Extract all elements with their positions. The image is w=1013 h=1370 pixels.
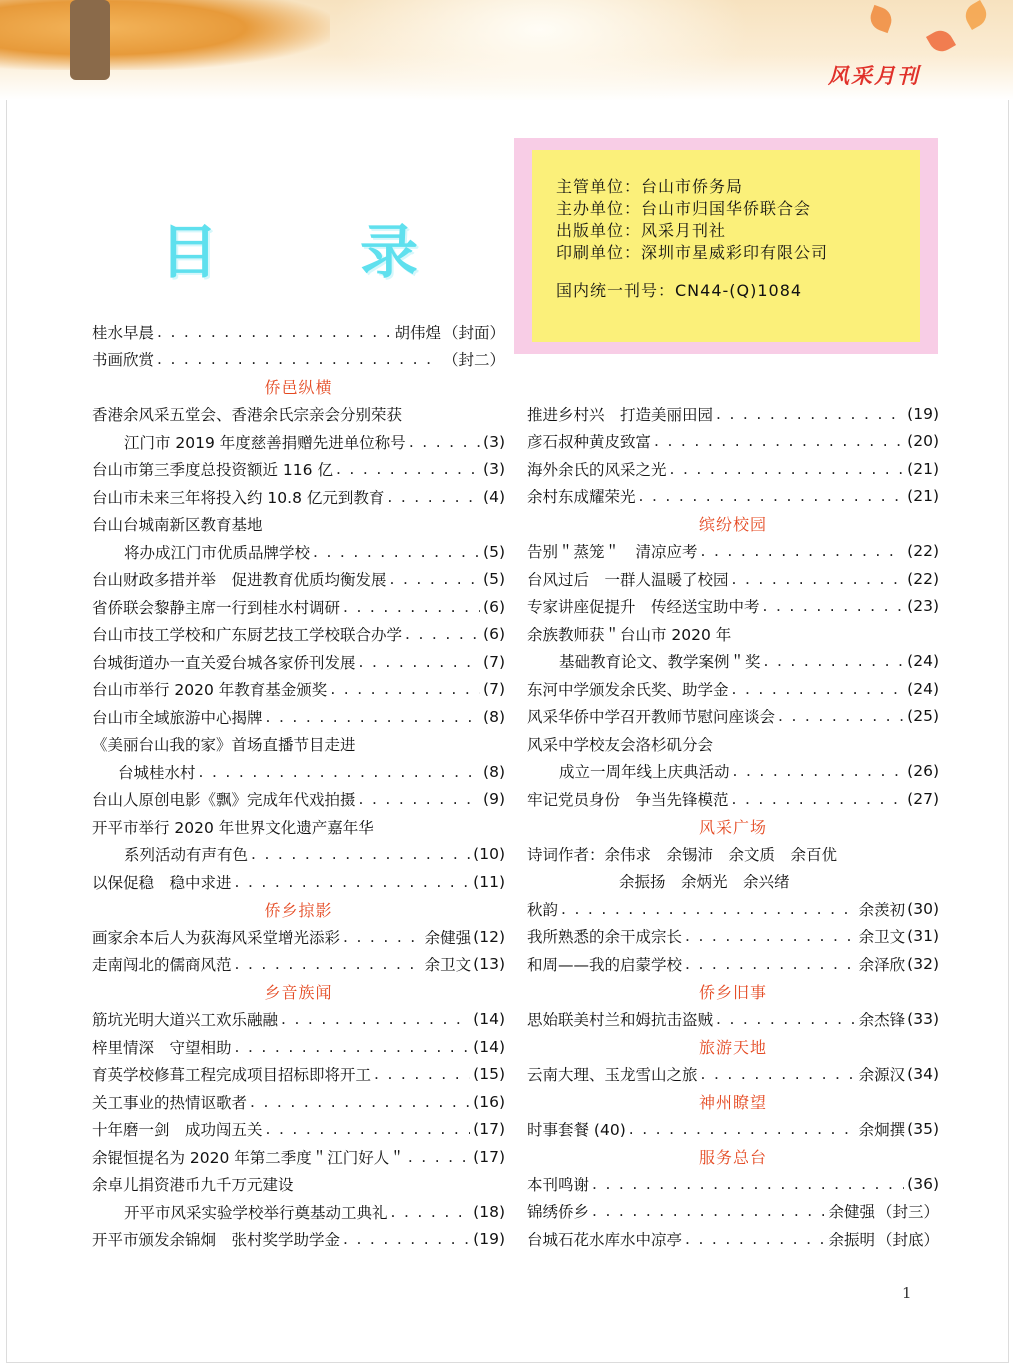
toc-entry[interactable]: 画家余本后人为荻海风采堂增光添彩 . . . 余健强 (12) xyxy=(92,923,505,951)
toc-entry-line1[interactable]: 开平市举行 2020 年世界文化遗产嘉年华 xyxy=(92,818,374,837)
toc-right-column xyxy=(527,400,939,1253)
section-header: 乡音族闻 xyxy=(264,983,333,1003)
toc-entry[interactable]: 台城街道办一直关爱台城各家侨刊发展 . . . (7) xyxy=(92,648,505,676)
toc-entry[interactable]: 海外余氏的风采之光 . . . (21) xyxy=(527,455,939,483)
poets-line: 诗词作者：余伟求 余锡沛 余文质 余百优 xyxy=(527,845,838,864)
toc-entry[interactable]: 育英学校修葺工程完成项目招标即将开工 . . . (15) xyxy=(92,1061,505,1089)
poets-line: 余振扬 余炳光 余兴绪 xyxy=(619,873,790,892)
toc-entry[interactable]: 台山财政多措并举 促进教育优质均衡发展 . . . (5) xyxy=(92,566,505,594)
toc-entry[interactable]: 台城石花水库水中凉亭 . . . 余振明 （封底） xyxy=(527,1225,939,1253)
maple-leaf-icon xyxy=(961,0,991,30)
sky-glow xyxy=(330,0,750,100)
toc-entry-line1[interactable]: 台山台城南新区教育基地 xyxy=(92,516,263,535)
toc-entry[interactable]: 我所熟悉的余干成宗长 . . . 余卫文 (31) xyxy=(527,923,939,951)
toc-entry[interactable]: 余锟恒提名为 2020 年第二季度＂江门好人＂ . . . (17) xyxy=(92,1143,505,1171)
toc-entry[interactable]: 台山人原创电影《飘》完成年代戏拍摄 . . . (9) xyxy=(92,786,505,814)
toc-entry-line2[interactable]: 江门市 2019 年度慈善捐赠先进单位称号 . . . (3) xyxy=(92,428,505,456)
toc-entry[interactable]: 开平市颁发余锦炯 张村奖学助学金 . . . (19) xyxy=(92,1226,505,1254)
maple-leaf-icon xyxy=(926,26,956,56)
toc-entry[interactable]: 十年磨一剑 成功闯五关 . . . (17) xyxy=(92,1116,505,1144)
page-number: 1 xyxy=(902,1284,912,1302)
toc-entry[interactable]: 台山市全域旅游中心揭牌 . . . (8) xyxy=(92,703,505,731)
section-header: 服务总台 xyxy=(698,1147,767,1167)
page-title xyxy=(160,205,420,289)
info-printer: 印刷单位：深圳市星威彩印有限公司 xyxy=(556,243,829,262)
toc-entry[interactable]: 时事套餐 (40) . . . 余炯撰 (35) xyxy=(527,1115,939,1143)
section-header: 旅游天地 xyxy=(698,1037,767,1057)
section-header: 侨乡掠影 xyxy=(264,900,333,920)
toc-entry[interactable]: 牢记党员身份 争当先锋模范 . . . (27) xyxy=(527,785,939,813)
toc-entry[interactable]: 本刊鸣谢 . . . (36) xyxy=(527,1170,939,1198)
toc-entry[interactable]: 彦石叔种黄皮致富 . . . (20) xyxy=(527,428,939,456)
toc-entry[interactable]: 台风过后 一群人温暖了校园 . . . (22) xyxy=(527,565,939,593)
toc-entry-line2[interactable]: 基础教育论文、教学案例＂奖 . . . (24) xyxy=(527,648,939,676)
toc-entry[interactable]: 台山市技工学校和广东厨艺技工学校联合办学 . . . (6) xyxy=(92,621,505,649)
toc-entry[interactable]: 走南闯北的儒商风范 . . . 余卫文 (13) xyxy=(92,951,505,979)
info-sponsor: 主办单位：台山市归国华侨联合会 xyxy=(556,199,812,218)
toc-entry[interactable]: 关工事业的热情讴歌者 . . . (16) xyxy=(92,1088,505,1116)
toc-entry[interactable]: 风采华侨中学召开教师节慰问座谈会 . . . (25) xyxy=(527,703,939,731)
toc-entry[interactable]: 东河中学颁发余氏奖、助学金 . . . (24) xyxy=(527,675,939,703)
toc-entry[interactable]: 思始联美村兰和姆抗击盗贼 . . . 余杰锋 (33) xyxy=(527,1005,939,1033)
toc-entry[interactable]: 筋坑光明大道兴工欢乐融融 . . . (14) xyxy=(92,1006,505,1034)
section-header: 风采广场 xyxy=(698,817,767,837)
toc-entry[interactable]: 余村东成耀荣光 . . . (21) xyxy=(527,483,939,511)
toc-entry[interactable]: 告别＂蒸笼＂ 清凉应考 . . . (22) xyxy=(527,538,939,566)
toc-left-column xyxy=(92,318,505,1253)
toc-entry[interactable]: 梓里情深 守望相助 . . . (14) xyxy=(92,1033,505,1061)
toc-entry[interactable]: 和周——我的启蒙学校 . . . 余泽欣 (32) xyxy=(527,950,939,978)
toc-entry[interactable]: 台山市第三季度总投资额近 116 亿 . . . (3) xyxy=(92,456,505,484)
toc-entry[interactable]: 锦绣侨乡 . . . 余健强 （封三） xyxy=(527,1198,939,1226)
toc-entry[interactable]: 书画欣赏 . . . （封二） xyxy=(92,346,505,374)
title-char-2: 录 xyxy=(359,218,420,286)
toc-entry[interactable]: 桂水早晨 . . . 胡伟煌 （封面） xyxy=(92,318,505,346)
toc-entry[interactable]: 省侨联会黎静主席一行到桂水村调研 . . . (6) xyxy=(92,593,505,621)
toc-entry[interactable]: 以保促稳 稳中求进 . . . (11) xyxy=(92,868,505,896)
toc-entry-line2[interactable]: 成立一周年线上庆典活动 . . . (26) xyxy=(527,758,939,786)
publisher-info-panel xyxy=(532,150,920,342)
toc-entry[interactable]: 台山市未来三年将投入约 10.8 亿元到教育 . . . (4) xyxy=(92,483,505,511)
toc-entry-line1[interactable]: 余族教师获＂台山市 2020 年 xyxy=(527,625,732,644)
tree-foliage-image xyxy=(0,0,330,70)
toc-entry-line1[interactable]: 风采中学校友会洛杉矶分会 xyxy=(527,735,714,754)
section-header: 侨邑纵横 xyxy=(264,378,333,398)
tree-trunk-image xyxy=(70,0,110,80)
toc-entry-line2[interactable]: 开平市风采实验学校举行奠基动工典礼 . . . (18) xyxy=(92,1198,505,1226)
toc-entry[interactable]: 专家讲座促提升 传经送宝助中考 . . . (23) xyxy=(527,593,939,621)
section-header: 神州瞭望 xyxy=(698,1092,767,1112)
toc-entry-line2[interactable]: 台城桂水村 . . . (8) xyxy=(92,758,505,786)
publisher-info-box xyxy=(514,138,938,354)
toc-entry[interactable]: 秋韵 . . . 余羡初 (30) xyxy=(527,895,939,923)
info-publisher: 出版单位：风采月刊社 xyxy=(556,221,727,240)
toc-entry-line2[interactable]: 系列活动有声有色 . . . (10) xyxy=(92,841,505,869)
section-header: 缤纷校园 xyxy=(698,515,767,535)
info-supervisor: 主管单位：台山市侨务局 xyxy=(556,177,744,196)
maple-leaf-icon xyxy=(867,5,895,33)
toc-entry[interactable]: 推进乡村兴 打造美丽田园 . . . (19) xyxy=(527,400,939,428)
toc-entry-line2[interactable]: 将办成江门市优质品牌学校 . . . (5) xyxy=(92,538,505,566)
title-char-1: 目 xyxy=(160,218,221,286)
toc-entry-line1[interactable]: 余卓儿捐资港币九千万元建设 xyxy=(92,1176,294,1195)
toc-entry-line1[interactable]: 香港余风采五堂会、香港余氏宗亲会分别荣获 xyxy=(92,406,403,425)
masthead: 风采月刊 xyxy=(828,63,920,88)
toc-entry[interactable]: 台山市举行 2020 年教育基金颁奖 . . . (7) xyxy=(92,676,505,704)
toc-entry[interactable]: 云南大理、玉龙雪山之旅 . . . 余源汉 (34) xyxy=(527,1060,939,1088)
section-header: 侨乡旧事 xyxy=(698,982,767,1002)
toc-entry-line1[interactable]: 《美丽台山我的家》首场直播节目走进 xyxy=(92,736,356,755)
info-issn: 国内统一刊号：CN44-(Q)1084 xyxy=(556,281,803,300)
